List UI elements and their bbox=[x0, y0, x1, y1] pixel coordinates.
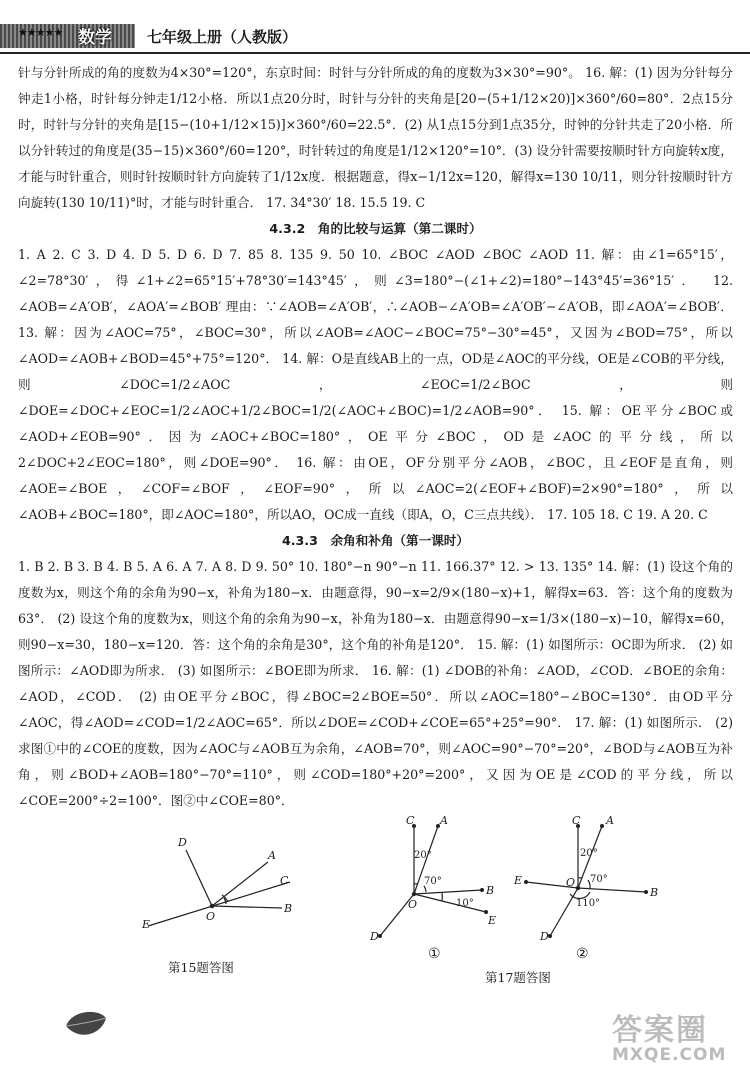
fig15-label-a: A bbox=[268, 849, 276, 862]
figure-17-1-number: ① bbox=[428, 946, 441, 962]
fig17-1-label-a: A bbox=[440, 814, 448, 827]
fig17-2-label-a: A bbox=[606, 814, 614, 827]
page-header bbox=[0, 0, 750, 58]
watermark-line2: MXQE.COM bbox=[612, 1045, 727, 1065]
page-number-leaf-icon bbox=[62, 1008, 110, 1042]
fig15-label-c: C bbox=[280, 874, 289, 887]
fig17-2-label-c: C bbox=[572, 814, 581, 827]
figure-17-caption: 第17题答图 bbox=[485, 970, 551, 985]
fig17-2-angle-20: 20° bbox=[580, 848, 598, 859]
header-stars: ★★★★★ bbox=[18, 26, 63, 39]
fig17-2-label-b: B bbox=[650, 886, 659, 899]
figure-17-1-diagram bbox=[368, 812, 508, 947]
fig17-2-label-o: O bbox=[566, 876, 576, 889]
figure-17-2-diagram bbox=[510, 812, 665, 947]
header-subject: 数学 bbox=[78, 28, 112, 48]
figure-17-2-number: ② bbox=[576, 946, 589, 962]
fig17-2-angle-70: 70° bbox=[590, 874, 608, 885]
fig17-1-label-b: B bbox=[486, 884, 495, 897]
figure-15-caption: 第15题答图 bbox=[168, 960, 234, 975]
fig15-label-b: B bbox=[284, 902, 293, 915]
fig17-1-label-c: C bbox=[406, 814, 415, 827]
paragraph-4-3-3: 1. B 2. B 3. B 4. B 5. A 6. A 7. A 8. D 9. 50° 10. 180°−n 90°−n 11. 166.37° 12. > 13. 135° 14. 解：(1) 设这个角的度数为x，则这个角的余角为90−x，补角为180−x．由题意得，90−x=2/9×(180−x)+1，解得x=63．答：这个角的度数为63°． (2) 设这个角的度数为x，则这个角的余角为90−x，补角为180−x．由题意得90−x=1/3×(180−x)−10，解得x=60，则90−x=30，180−x=120．答：这个角的余角是30°，这个角的补角是120°． 15. 解：(1) 如图所示：OC即为所求． (2) 如图所示：∠AOD即为所求． (3) 如图所示：∠BOE即为所求． 16. 解：(1) ∠DOB的补角：∠AOD，∠COD．∠BOE的余角：∠AOD，∠COD． (2) 由OE平分∠BOC，得∠BOC=2∠BOE=50°．所以∠AOC=180°−∠BOC=130°．由OD平分∠AOC，得∠AOD=∠COD=1/2∠AOC=65°．所以∠DOE=∠COD+∠COE=65°+25°=90°． 17. 解：(1) 如图所示． (2) 求图①中的∠COE的度数，因为∠AOC与∠AOB互为余角，∠AOB=70°，则∠AOC=90°−70°=20°，∠BOD与∠AOB互为补角，则∠BOD+∠AOB=180°−70°=110°，则∠COD=180°+20°=200°，又因为OE是∠COD的平分线，所以∠COE=200°÷2=100°．图②中∠COE=80°． bbox=[18, 559, 733, 808]
paragraph-continued: 针与分针所成的角的度数为4×30°=120°，东京时间：时针与分针所成的角的度数为3×30°=90°。 16. 解：(1) 因为分针每分钟走1小格，时针每分钟走1/12小格．所以1点20分时，时针与分针的夹角是[20−(5+1/12×20)]×360°/60=80°．2点15分时，时针与分针的夹角是[15−(10+1/12×15)]×360°/60=22.5°．(2) 从1点15分到1点35分，时钟的分针共走了20小格．所以分针转过的角度是(35−15)×360°/60=120°，时针转过的角度是1/12×120°=10°．(3) 设分针需要按顺时针方向旋转x度，才能与时针重合，则时针按顺时针方向旋转了1/12x度．根据题意，得x−1/12x=120，解得x=130 10/11，则分针按顺时针方向旋转(130 10/11)°时，才能与时针重合． 17. 34°30′ 18. 15.5 19. C bbox=[18, 65, 733, 210]
figure-15-diagram bbox=[140, 832, 300, 942]
fig17-2-label-e: E bbox=[514, 874, 523, 887]
answer-text bbox=[18, 60, 733, 814]
watermark-line1: 答案圈 bbox=[612, 1013, 708, 1048]
fig17-2-angle-110: 110° bbox=[576, 898, 601, 909]
section-title-4-3-3: 4.3.3 余角和补角（第一课时） bbox=[282, 533, 469, 548]
header-divider bbox=[0, 52, 750, 54]
fig17-1-angle-20: 20° bbox=[414, 850, 432, 861]
watermark bbox=[612, 1005, 726, 1065]
fig17-1-angle-10: 10° bbox=[456, 898, 474, 909]
fig17-1-angle-70: 70° bbox=[424, 876, 442, 887]
fig17-1-label-e: E bbox=[488, 914, 497, 927]
fig17-1-label-o: O bbox=[408, 898, 418, 911]
fig17-1-label-d: D bbox=[370, 930, 379, 943]
fig15-label-o: O bbox=[206, 910, 216, 923]
fig15-label-e: E bbox=[142, 918, 151, 931]
section-title-4-3-2: 4.3.2 角的比较与运算（第二课时） bbox=[269, 221, 482, 236]
header-grade: 七年级上册（人教版） bbox=[147, 28, 298, 46]
paragraph-4-3-2: 1. A 2. C 3. D 4. D 5. D 6. D 7. 85 8. 135 9. 50 10. ∠BOC ∠AOD ∠BOC ∠AOD 11. 解：由∠1=65°15′，∠2=78°30′，得∠1+∠2=65°15′+78°30′=143°45′，则∠3=180°−(∠1+∠2)=180°−143°45′=36°15′． 12. ∠AOB=∠A′OB′，∠AOA′=∠BOB′ 理由：∵∠AOB=∠A′OB′，∴∠AOB−∠A′OB=∠A′OB′−∠A′OB，即∠AOA′=∠BOB′． 13. 解：因为∠AOC=75°，∠BOC=30°，所以∠AOB=∠AOC−∠BOC=75°−30°=45°，又因为∠BOD=75°，所以∠AOD=∠AOB+∠BOD=45°+75°=120°． 14. 解：O是直线AB上的一点，OD是∠AOC的平分线，OE是∠COB的平分线，则∠DOC=1/2∠AOC，∠EOC=1/2∠BOC，则∠DOE=∠DOC+∠EOC=1/2∠AOC+1/2∠BOC=1/2(∠AOC+∠BOC)=1/2∠AOB=90°． 15. 解：OE平分∠BOC或∠AOD+∠EOB=90°．因为∠AOC+∠BOC=180°，OE平分∠BOC，OD是∠AOC的平分线，所以2∠DOC+2∠EOC=180°，则∠DOE=90°． 16. 解：由OE，OF分别平分∠AOB，∠BOC，且∠EOF是直角，则∠AOE=∠BOE，∠COF=∠BOF，∠EOF=90°，所以∠AOC=2(∠EOF+∠BOF)=2×90°=180°，所以∠AOB+∠BOC=180°，即∠AOC=180°，所以AO，OC成一直线（即A，O，C三点共线）． 17. 105 18. C 19. A 20. C bbox=[18, 247, 733, 522]
fig17-2-label-d: D bbox=[540, 930, 549, 943]
fig15-label-d: D bbox=[178, 836, 187, 849]
